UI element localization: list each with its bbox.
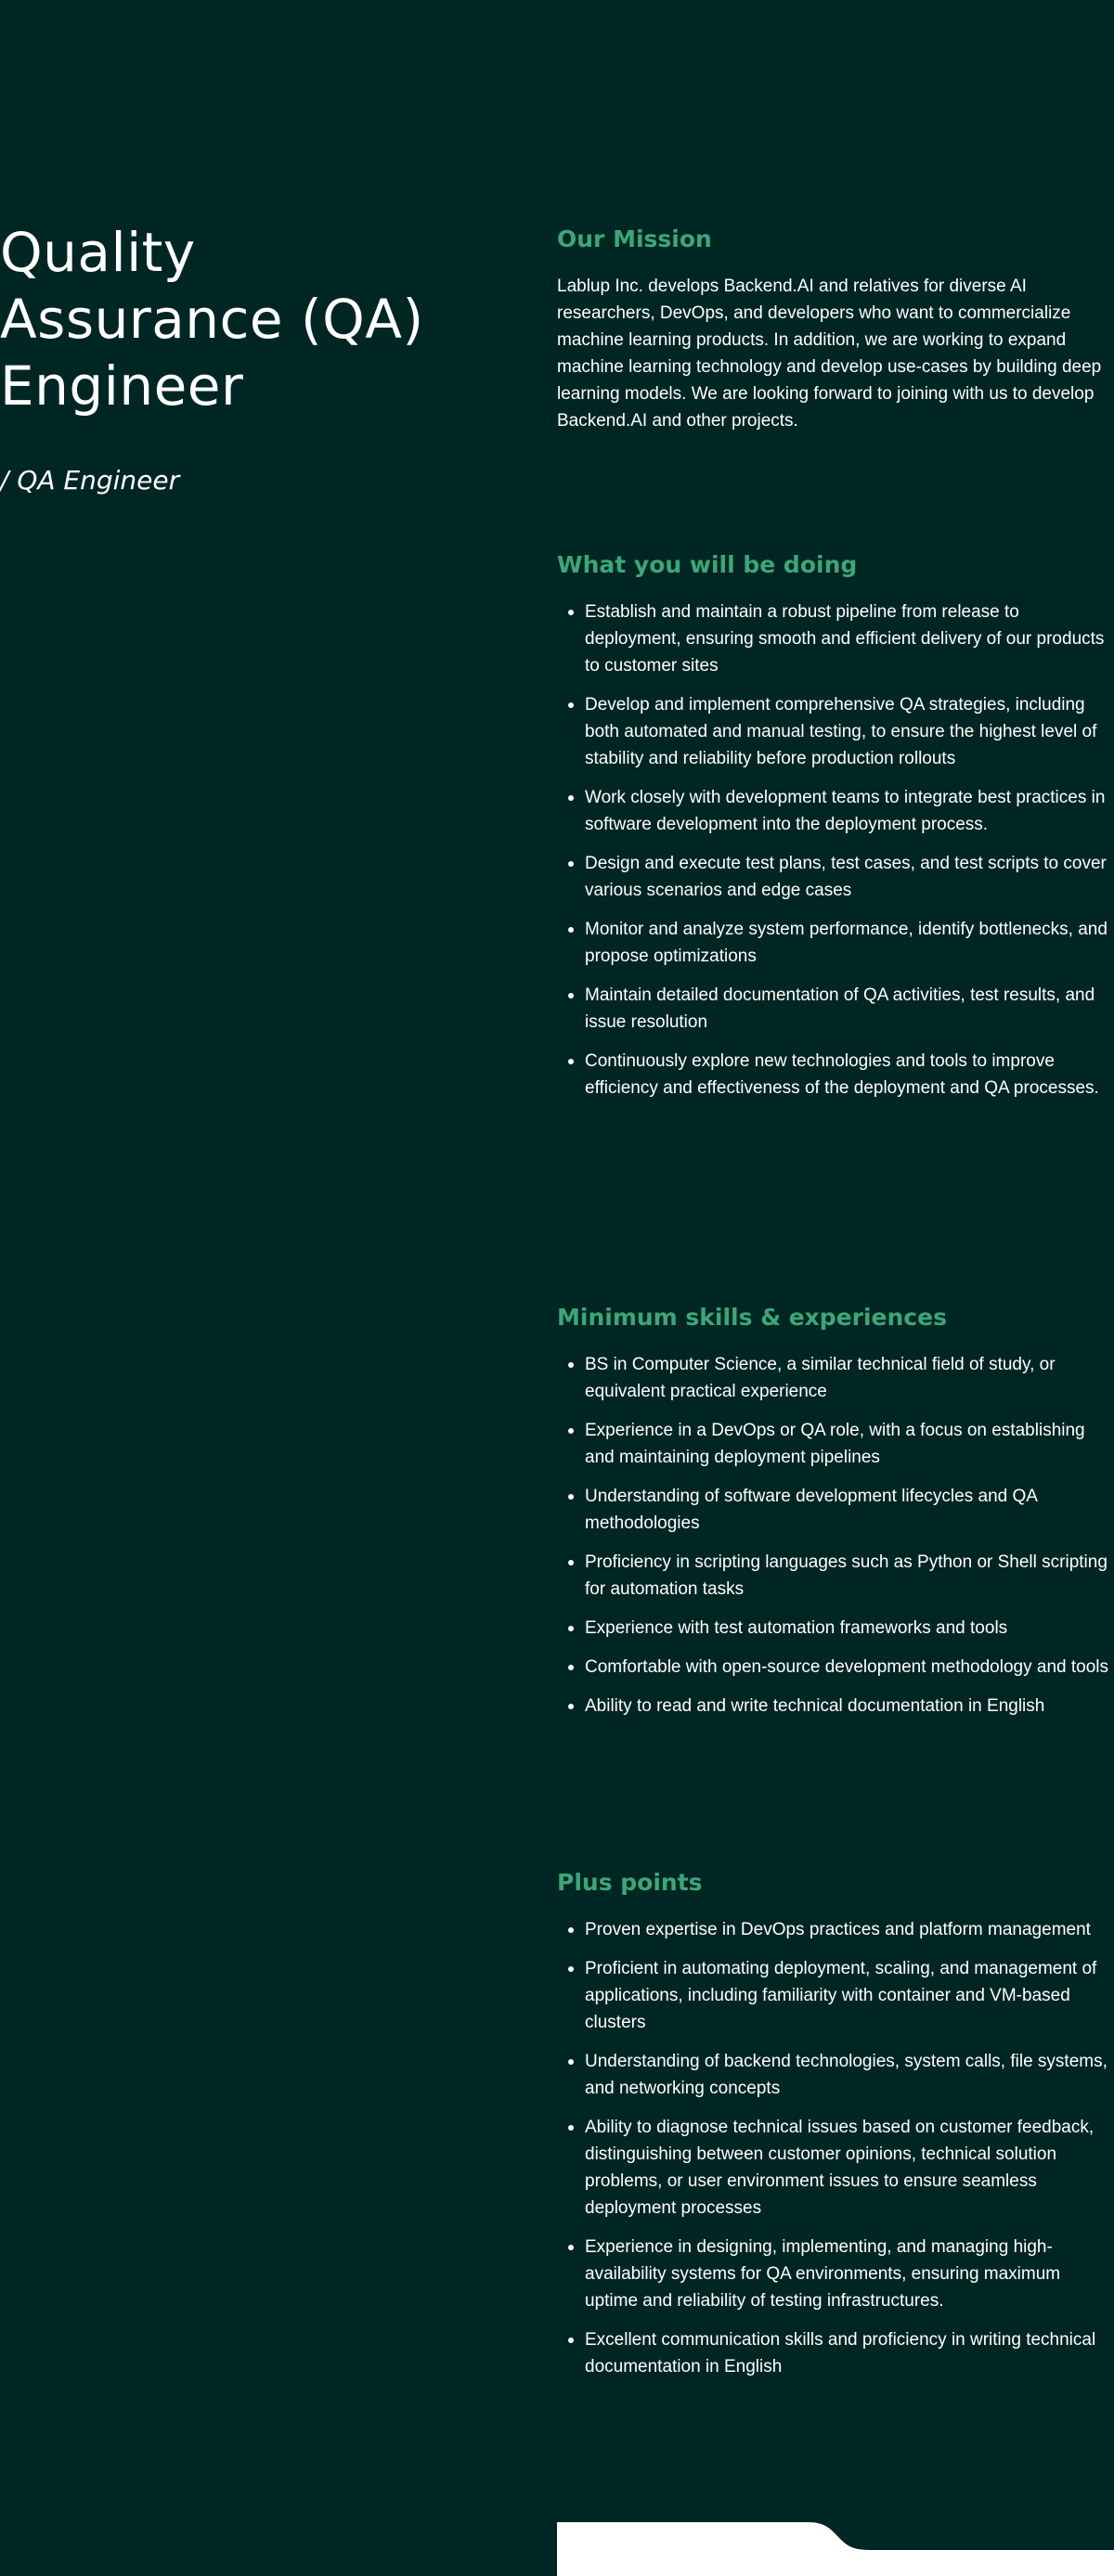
list-item: Monitor and analyze system performance, identify bottlenecks, and propose optimizations — [557, 916, 1114, 970]
mission-heading: Our Mission — [557, 225, 712, 252]
list-item: Experience in designing, implementing, and managing high-availability systems for QA environments, ensuring maximum uptime and reliability of testing infrastructures. — [557, 2234, 1114, 2314]
list-item: Excellent communication skills and proficiency in writing technical documentation in English — [557, 2326, 1114, 2380]
job-subtitle: / QA Engineer — [0, 465, 180, 496]
application-panel-edge — [557, 2522, 1114, 2576]
list-item: Ability to diagnose technical issues based on customer feedback, distinguishing between customer opinions, technical solution problems, or user environment issues to ensure seamless deployment processes — [557, 2114, 1114, 2222]
responsibilities-section — [557, 545, 1114, 1114]
list-item: Ability to read and write technical documentation in English — [557, 1693, 1114, 1719]
responsibilities-list — [557, 599, 1114, 1101]
list-item: BS in Computer Science, a similar technical field of study, or equivalent practical experience — [557, 1351, 1114, 1405]
list-item: Work closely with development teams to integrate best practices in software development into the deployment process. — [557, 784, 1114, 838]
plus-points-list — [557, 1916, 1114, 2380]
list-item: Proficiency in scripting languages such as Python or Shell scripting for automation tasks — [557, 1549, 1114, 1603]
list-item: Experience with test automation frameworks and tools — [557, 1615, 1114, 1642]
list-item: Proven expertise in DevOps practices and platform management — [557, 1916, 1114, 1943]
plus-points-heading: Plus points — [557, 1869, 703, 1896]
list-item: Experience in a DevOps or QA role, with a focus on establishing and maintaining deployment pipelines — [557, 1417, 1114, 1471]
list-item: Understanding of software development lifecycles and QA methodologies — [557, 1483, 1114, 1537]
minimum-skills-list — [557, 1351, 1114, 1719]
mission-section — [557, 219, 1114, 434]
responsibilities-heading: What you will be doing — [557, 551, 858, 578]
minimum-skills-heading: Minimum skills & experiences — [557, 1304, 947, 1331]
job-title: Quality Assurance (QA) Engineer — [0, 221, 424, 418]
list-item: Design and execute test plans, test cases, and test scripts to cover various scenarios and edge cases — [557, 850, 1114, 904]
list-item: Establish and maintain a robust pipeline from release to deployment, ensuring smooth and efficient delivery of our products to customer sites — [557, 599, 1114, 679]
list-item: Comfortable with open-source development methodology and tools — [557, 1654, 1114, 1681]
list-item: Develop and implement comprehensive QA strategies, including both automated and manual testing, to ensure the highest level of stability and reliability before production rollouts — [557, 691, 1114, 772]
list-item: Understanding of backend technologies, system calls, file systems, and networking concepts — [557, 2048, 1114, 2102]
minimum-skills-section — [557, 1297, 1114, 1732]
job-header — [0, 219, 483, 497]
list-item: Maintain detailed documentation of QA activities, test results, and issue resolution — [557, 982, 1114, 1036]
mission-body: Lablup Inc. develops Backend.AI and relatives for diverse AI researchers, DevOps, and developers who want to commercialize machine learning products. In addition, we are working to expand machine learning technology and develop use-cases by building deep learning models. We are looking forward to joining with us to develop Backend.AI and other projects. — [557, 277, 1102, 431]
plus-points-section — [557, 1862, 1114, 2392]
list-item: Proficient in automating deployment, scaling, and management of applications, including familiarity with container and VM-based clusters — [557, 1955, 1114, 2036]
list-item: Continuously explore new technologies and tools to improve efficiency and effectiveness of the deployment and QA processes. — [557, 1048, 1114, 1101]
